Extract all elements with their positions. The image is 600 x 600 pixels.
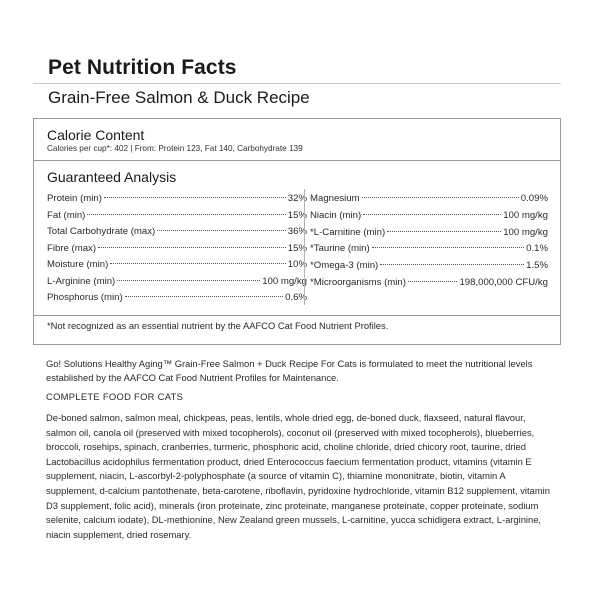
recipe-subtitle: Grain-Free Salmon & Duck Recipe [48, 88, 310, 107]
dot-leader [125, 296, 283, 297]
nutrient-label: *L-Carnitine (min) [310, 226, 386, 238]
guaranteed-analysis-heading: Guaranteed Analysis [47, 169, 177, 185]
dot-leader [363, 214, 501, 215]
calorie-content-detail: Calories per cup*: 402 | From: Protein 123, Fat 140, Carbohydrate 139 [47, 144, 303, 153]
nutrient-label: Moisture (min) [47, 259, 109, 270]
ingredients-list: De-boned salmon, salmon meal, chickpeas, peas, lentils, whole dried egg, de-boned duck, flaxseed, natural flavour, salmon oil, canola oil (preserved with mixed tocopherols), coconut oil (preserved with mixed tocopherols), blueberries, broccoli, rosehips, spinach, cranberries, turmeric, phosphoric acid, choline chloride, dried chicory root, taurine, dried Lactobacillus acidophilus fermentation product, dried Enterococcus faecium fermentation product, vitamins (vitamin E supplement, niacin, L-ascorbyl-2-polyphosphate (a source of vitamin C), thiamine mononitrate, biotin, vitamin A supplement, d-calcium pantothenate, beta-carotene, riboflavin, pyridoxine hydrochloride, vitamin B12 supplement, vitamin D3 supplement, folic acid), minerals (iron proteinate, zinc proteinate, manganese proteinate, copper proteinate, sodium selenite, calcium iodate), DL-methionine, New Zealand green mussels, L-carnitine, yucca schidigera extract, L-arginine, niacin supplement, dried rosemary. [46, 412, 550, 540]
analysis-row [310, 277, 548, 294]
nutrient-value: 10% [287, 259, 307, 270]
analysis-row [47, 292, 307, 309]
analysis-row [47, 243, 307, 260]
nutrient-value: 15% [287, 209, 307, 221]
nutrient-label: Phosphorus (min) [47, 292, 123, 303]
title-divider [33, 83, 561, 84]
nutrient-label: Total Carbohydrate (max) [47, 226, 156, 237]
analysis-row [47, 210, 307, 227]
dot-leader [362, 197, 519, 198]
nutrition-box [33, 118, 561, 345]
analysis-row [47, 193, 307, 210]
dot-leader [387, 231, 501, 232]
nutrient-label: Fibre (max) [47, 242, 97, 254]
dot-leader [117, 280, 260, 281]
nutrient-value: 100 mg/kg [503, 209, 548, 221]
analysis-right-column [310, 193, 548, 294]
nutrient-value: 1.5% [526, 260, 548, 272]
column-divider [304, 189, 305, 305]
dot-leader [372, 247, 524, 248]
nutrient-label: Fat (min) [47, 209, 86, 221]
nutrient-value: 0.09% [520, 193, 548, 204]
dot-leader [87, 214, 285, 215]
nutrient-label: Magnesium [310, 193, 360, 204]
nutrient-label: Protein (min) [47, 193, 102, 204]
nutrient-value: 0.1% [526, 243, 548, 255]
aafco-statement: Go! Solutions Healthy Aging™ Grain-Free Salmon + Duck Recipe For Cats is formulated to meet the nutritional levels established by the AAFCO Cat Food Nutrient Profiles for Maintenance. [46, 358, 533, 383]
dot-leader [380, 264, 524, 265]
analysis-footnote: *Not recognized as an essential nutrient by the AAFCO Cat Food Nutrient Profiles. [47, 320, 389, 331]
analysis-row [47, 259, 307, 276]
dot-leader [110, 263, 285, 264]
nutrient-value: 198,000,000 CFU/kg [459, 276, 548, 288]
calorie-content-heading: Calorie Content [47, 127, 145, 143]
analysis-row [310, 243, 548, 260]
dot-leader [157, 230, 286, 231]
analysis-row [47, 226, 307, 243]
footnote-divider [34, 315, 560, 316]
analysis-row [310, 260, 548, 277]
nutrient-label: L-Arginine (min) [47, 275, 116, 287]
analysis-row [310, 210, 548, 227]
nutrient-value: 32% [287, 193, 307, 204]
analysis-row [310, 193, 548, 210]
nutrient-value: 36% [287, 226, 307, 237]
analysis-left-column [47, 193, 307, 309]
analysis-row [47, 276, 307, 293]
nutrient-label: *Omega-3 (min) [310, 260, 379, 272]
nutrient-value: 100 mg/kg [503, 226, 548, 238]
dot-leader [408, 281, 458, 282]
dot-leader [104, 197, 286, 198]
nutrient-value: 15% [287, 242, 307, 254]
dot-leader [98, 247, 286, 248]
nutrient-value: 0.6% [285, 292, 307, 303]
page-title: Pet Nutrition Facts [48, 56, 237, 79]
calorie-divider [34, 160, 560, 161]
nutrient-label: *Microorganisms (min) [310, 276, 406, 288]
nutrient-label: *Taurine (min) [310, 243, 370, 255]
ingredients-heading: COMPLETE FOOD FOR CATS [46, 391, 184, 402]
nutrient-value: 100 mg/kg [262, 275, 307, 287]
nutrient-label: Niacin (min) [310, 209, 362, 221]
analysis-row [310, 227, 548, 244]
